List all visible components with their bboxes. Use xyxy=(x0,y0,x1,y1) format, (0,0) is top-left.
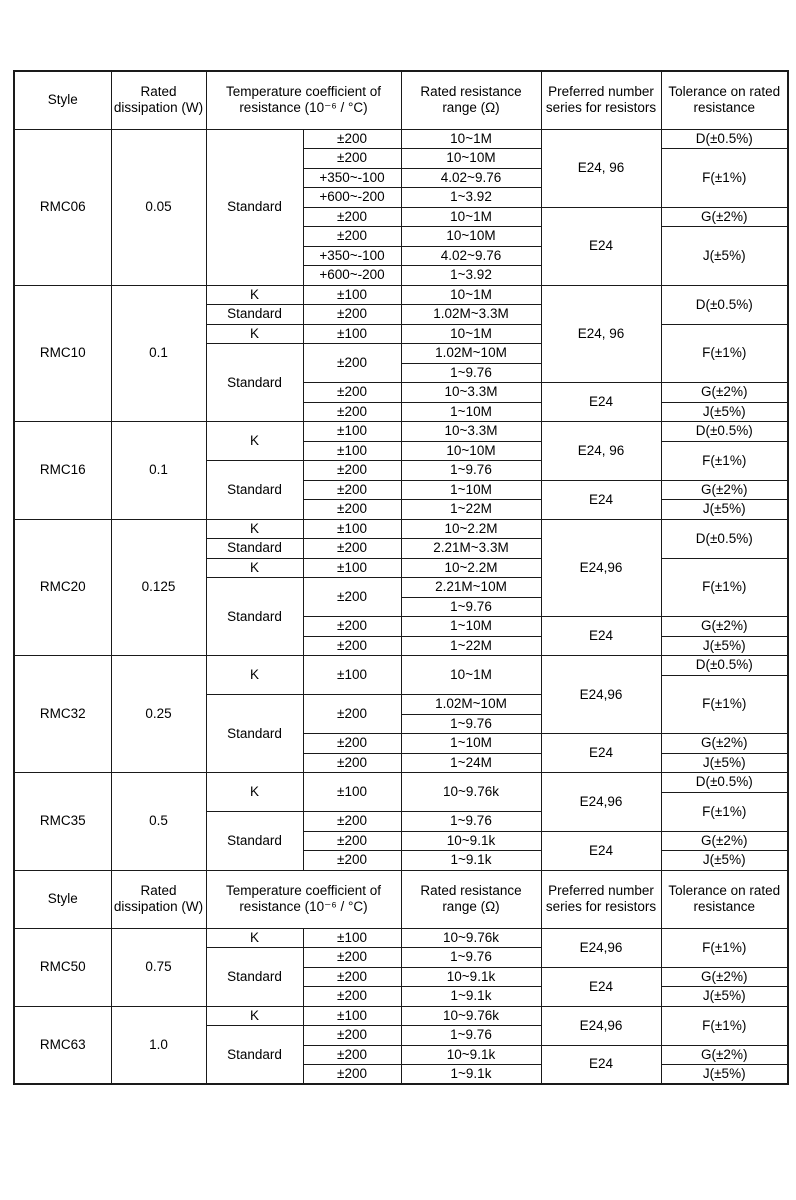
table-cell: J(±5%) xyxy=(661,500,788,520)
table-cell: 1.02M~10M xyxy=(401,695,541,715)
table-cell: 10~10M xyxy=(401,149,541,169)
table-cell: ±200 xyxy=(303,539,401,559)
table-cell: F(±1%) xyxy=(661,1006,788,1045)
table-cell: E24, 96 xyxy=(541,129,661,207)
table-cell: Standard xyxy=(206,129,303,285)
table-cell: 0.1 xyxy=(111,285,206,422)
table-cell: 10~3.3M xyxy=(401,422,541,442)
table-cell: 1~9.76 xyxy=(401,714,541,734)
table-cell: 1~9.76 xyxy=(401,597,541,617)
table-cell: E24 xyxy=(541,831,661,870)
table-cell: F(±1%) xyxy=(661,441,788,480)
table-header-row xyxy=(14,71,788,129)
table-cell: 4.02~9.76 xyxy=(401,246,541,266)
table-cell: G(±2%) xyxy=(661,967,788,987)
table-cell: F(±1%) xyxy=(661,792,788,831)
table-cell: 10~9.76k xyxy=(401,773,541,812)
table-cell: ±200 xyxy=(303,753,401,773)
table-cell: J(±5%) xyxy=(661,1065,788,1085)
table-cell: 10~2.2M xyxy=(401,519,541,539)
table-cell: 2.21M~3.3M xyxy=(401,539,541,559)
table-cell: ±200 xyxy=(303,305,401,325)
table-cell: 1~9.1k xyxy=(401,851,541,871)
table-cell: G(±2%) xyxy=(661,734,788,754)
table-cell: 1~3.92 xyxy=(401,188,541,208)
table-cell: ±200 xyxy=(303,500,401,520)
table-cell: 10~9.76k xyxy=(401,928,541,948)
table-row xyxy=(14,1006,788,1026)
table-cell: ±100 xyxy=(303,285,401,305)
table-cell: E24 xyxy=(541,734,661,773)
table-cell: 1~10M xyxy=(401,734,541,754)
table-cell: +350~-100 xyxy=(303,168,401,188)
table-cell: E24 xyxy=(541,383,661,422)
table-cell: 0.05 xyxy=(111,129,206,285)
table-cell: ±100 xyxy=(303,441,401,461)
table-cell: 1~9.76 xyxy=(401,363,541,383)
table-cell: 10~2.2M xyxy=(401,558,541,578)
table-cell: ±200 xyxy=(303,1045,401,1065)
table-cell: 1~3.92 xyxy=(401,266,541,286)
table-cell: 1.02M~10M xyxy=(401,344,541,364)
table-cell: 4.02~9.76 xyxy=(401,168,541,188)
table-cell: 1~10M xyxy=(401,480,541,500)
table-cell: 10~1M xyxy=(401,207,541,227)
table-cell: ±200 xyxy=(303,1026,401,1046)
table-cell: K xyxy=(206,773,303,812)
table-cell: ±200 xyxy=(303,402,401,422)
table-cell: 1~9.1k xyxy=(401,987,541,1007)
table-cell: K xyxy=(206,928,303,948)
table-cell: 10~1M xyxy=(401,129,541,149)
table-cell: 0.1 xyxy=(111,422,206,520)
table-cell: D(±0.5%) xyxy=(661,422,788,442)
table-cell: F(±1%) xyxy=(661,928,788,967)
table-row xyxy=(14,519,788,539)
table-cell: ±200 xyxy=(303,383,401,403)
table-cell: 0.5 xyxy=(111,773,206,871)
table-cell: G(±2%) xyxy=(661,207,788,227)
table-cell: D(±0.5%) xyxy=(661,656,788,676)
table-cell: ±200 xyxy=(303,207,401,227)
table-row xyxy=(14,285,788,305)
table-cell: RMC35 xyxy=(14,773,111,871)
table-cell: 1~9.1k xyxy=(401,1065,541,1085)
table-cell: ±100 xyxy=(303,324,401,344)
table-cell: 2.21M~10M xyxy=(401,578,541,598)
table-cell: Standard xyxy=(206,461,303,520)
table-cell: G(±2%) xyxy=(661,1045,788,1065)
table-cell: E24 xyxy=(541,480,661,519)
table-cell: 1~9.76 xyxy=(401,948,541,968)
header-cell: Rated resistance range (Ω) xyxy=(401,870,541,928)
table-cell: 1~10M xyxy=(401,617,541,637)
table-cell: K xyxy=(206,519,303,539)
table-cell: 1~22M xyxy=(401,636,541,656)
table-row xyxy=(14,928,788,948)
table-cell: 0.75 xyxy=(111,928,206,1006)
table-cell: 10~10M xyxy=(401,441,541,461)
table-cell: D(±0.5%) xyxy=(661,773,788,793)
table-cell: ±200 xyxy=(303,734,401,754)
table-cell: ±100 xyxy=(303,773,401,812)
table-cell: RMC10 xyxy=(14,285,111,422)
table-cell: 0.25 xyxy=(111,656,206,773)
table-cell: ±200 xyxy=(303,967,401,987)
table-cell: 1~24M xyxy=(401,753,541,773)
table-cell: Standard xyxy=(206,578,303,656)
table-cell: 10~9.1k xyxy=(401,1045,541,1065)
table-cell: ±200 xyxy=(303,461,401,481)
header-cell: Rated dissipation (W) xyxy=(111,870,206,928)
table-cell: ±200 xyxy=(303,344,401,383)
table-cell: K xyxy=(206,422,303,461)
table-cell: E24,96 xyxy=(541,1006,661,1045)
table-cell: 1.02M~3.3M xyxy=(401,305,541,325)
table-cell: ±100 xyxy=(303,656,401,695)
table-cell: F(±1%) xyxy=(661,324,788,383)
table-cell: ±100 xyxy=(303,558,401,578)
table-cell: ±200 xyxy=(303,851,401,871)
table-cell: 1~22M xyxy=(401,500,541,520)
table-row xyxy=(14,656,788,676)
header-cell: Tolerance on rated resistance xyxy=(661,870,788,928)
table-cell: ±200 xyxy=(303,1065,401,1085)
table-cell: 10~10M xyxy=(401,227,541,247)
table-row xyxy=(14,422,788,442)
table-cell: G(±2%) xyxy=(661,617,788,637)
table-cell: 0.125 xyxy=(111,519,206,656)
table-cell: RMC20 xyxy=(14,519,111,656)
table-cell: K xyxy=(206,285,303,305)
table-cell: J(±5%) xyxy=(661,851,788,871)
table-cell: ±100 xyxy=(303,1006,401,1026)
table-cell: RMC06 xyxy=(14,129,111,285)
table-cell: J(±5%) xyxy=(661,753,788,773)
table-cell: K xyxy=(206,1006,303,1026)
header-cell: Preferred number series for resistors xyxy=(541,870,661,928)
table-cell: F(±1%) xyxy=(661,558,788,617)
table-cell: 1~9.76 xyxy=(401,1026,541,1046)
table-cell: G(±2%) xyxy=(661,831,788,851)
table-cell: Standard xyxy=(206,812,303,871)
table-cell: ±200 xyxy=(303,227,401,247)
table-cell: 1~9.76 xyxy=(401,461,541,481)
table-cell: J(±5%) xyxy=(661,987,788,1007)
table-cell: ±200 xyxy=(303,617,401,637)
table-cell: +600~-200 xyxy=(303,188,401,208)
table-header-row xyxy=(14,870,788,928)
table-cell: RMC32 xyxy=(14,656,111,773)
table-cell: E24,96 xyxy=(541,656,661,734)
table-cell: 10~9.1k xyxy=(401,967,541,987)
header-cell: Preferred number series for resistors xyxy=(541,71,661,129)
header-cell: Rated resistance range (Ω) xyxy=(401,71,541,129)
resistor-spec-table xyxy=(13,70,789,1085)
table-cell: G(±2%) xyxy=(661,480,788,500)
table-cell: E24, 96 xyxy=(541,422,661,481)
table-cell: ±200 xyxy=(303,636,401,656)
header-cell: Style xyxy=(14,870,111,928)
table-cell: D(±0.5%) xyxy=(661,519,788,558)
header-cell: Temperature coefficient of resistance (10⁻⁶ / °C) xyxy=(206,71,401,129)
table-cell: Standard xyxy=(206,695,303,773)
table-cell: Standard xyxy=(206,948,303,1007)
table-cell: 1.0 xyxy=(111,1006,206,1084)
table-cell: ±200 xyxy=(303,149,401,169)
table-cell: ±200 xyxy=(303,480,401,500)
table-row xyxy=(14,773,788,793)
table-cell: E24 xyxy=(541,967,661,1006)
table-cell: F(±1%) xyxy=(661,675,788,734)
table-cell: Standard xyxy=(206,344,303,422)
table-cell: ±100 xyxy=(303,928,401,948)
table-cell: F(±1%) xyxy=(661,149,788,208)
table-cell: E24 xyxy=(541,1045,661,1084)
table-cell: ±200 xyxy=(303,987,401,1007)
table-cell: Standard xyxy=(206,305,303,325)
table-cell: ±200 xyxy=(303,831,401,851)
table-cell: ±100 xyxy=(303,422,401,442)
header-cell: Temperature coefficient of resistance (10⁻⁶ / °C) xyxy=(206,870,401,928)
table-cell: ±200 xyxy=(303,948,401,968)
table-cell: RMC63 xyxy=(14,1006,111,1084)
table-cell: J(±5%) xyxy=(661,227,788,286)
table-cell: J(±5%) xyxy=(661,636,788,656)
table-cell: E24,96 xyxy=(541,928,661,967)
table-cell: RMC16 xyxy=(14,422,111,520)
table-cell: ±200 xyxy=(303,578,401,617)
table-cell: K xyxy=(206,558,303,578)
header-cell: Rated dissipation (W) xyxy=(111,71,206,129)
table-cell: +350~-100 xyxy=(303,246,401,266)
table-cell: 10~1M xyxy=(401,656,541,695)
table-cell: RMC50 xyxy=(14,928,111,1006)
table-cell: J(±5%) xyxy=(661,402,788,422)
table-cell: E24,96 xyxy=(541,773,661,832)
table-cell: ±200 xyxy=(303,129,401,149)
table-cell: G(±2%) xyxy=(661,383,788,403)
table-cell: E24 xyxy=(541,207,661,285)
table-cell: ±200 xyxy=(303,695,401,734)
table-cell: E24 xyxy=(541,617,661,656)
table-cell: E24,96 xyxy=(541,519,661,617)
table-cell: +600~-200 xyxy=(303,266,401,286)
table-row xyxy=(14,129,788,149)
table-cell: ±100 xyxy=(303,519,401,539)
header-cell: Tolerance on rated resistance xyxy=(661,71,788,129)
table-cell: Standard xyxy=(206,539,303,559)
table-cell: 1~9.76 xyxy=(401,812,541,832)
table-cell: 10~1M xyxy=(401,324,541,344)
table-cell: D(±0.5%) xyxy=(661,129,788,149)
table-cell: 10~1M xyxy=(401,285,541,305)
table-cell: E24, 96 xyxy=(541,285,661,383)
table-cell: K xyxy=(206,324,303,344)
header-cell: Style xyxy=(14,71,111,129)
resistor-spec-table-body xyxy=(14,71,788,1084)
table-cell: 10~3.3M xyxy=(401,383,541,403)
table-cell: D(±0.5%) xyxy=(661,285,788,324)
table-cell: 10~9.1k xyxy=(401,831,541,851)
table-cell: K xyxy=(206,656,303,695)
table-cell: ±200 xyxy=(303,812,401,832)
table-cell: Standard xyxy=(206,1026,303,1085)
table-cell: 1~10M xyxy=(401,402,541,422)
table-cell: 10~9.76k xyxy=(401,1006,541,1026)
